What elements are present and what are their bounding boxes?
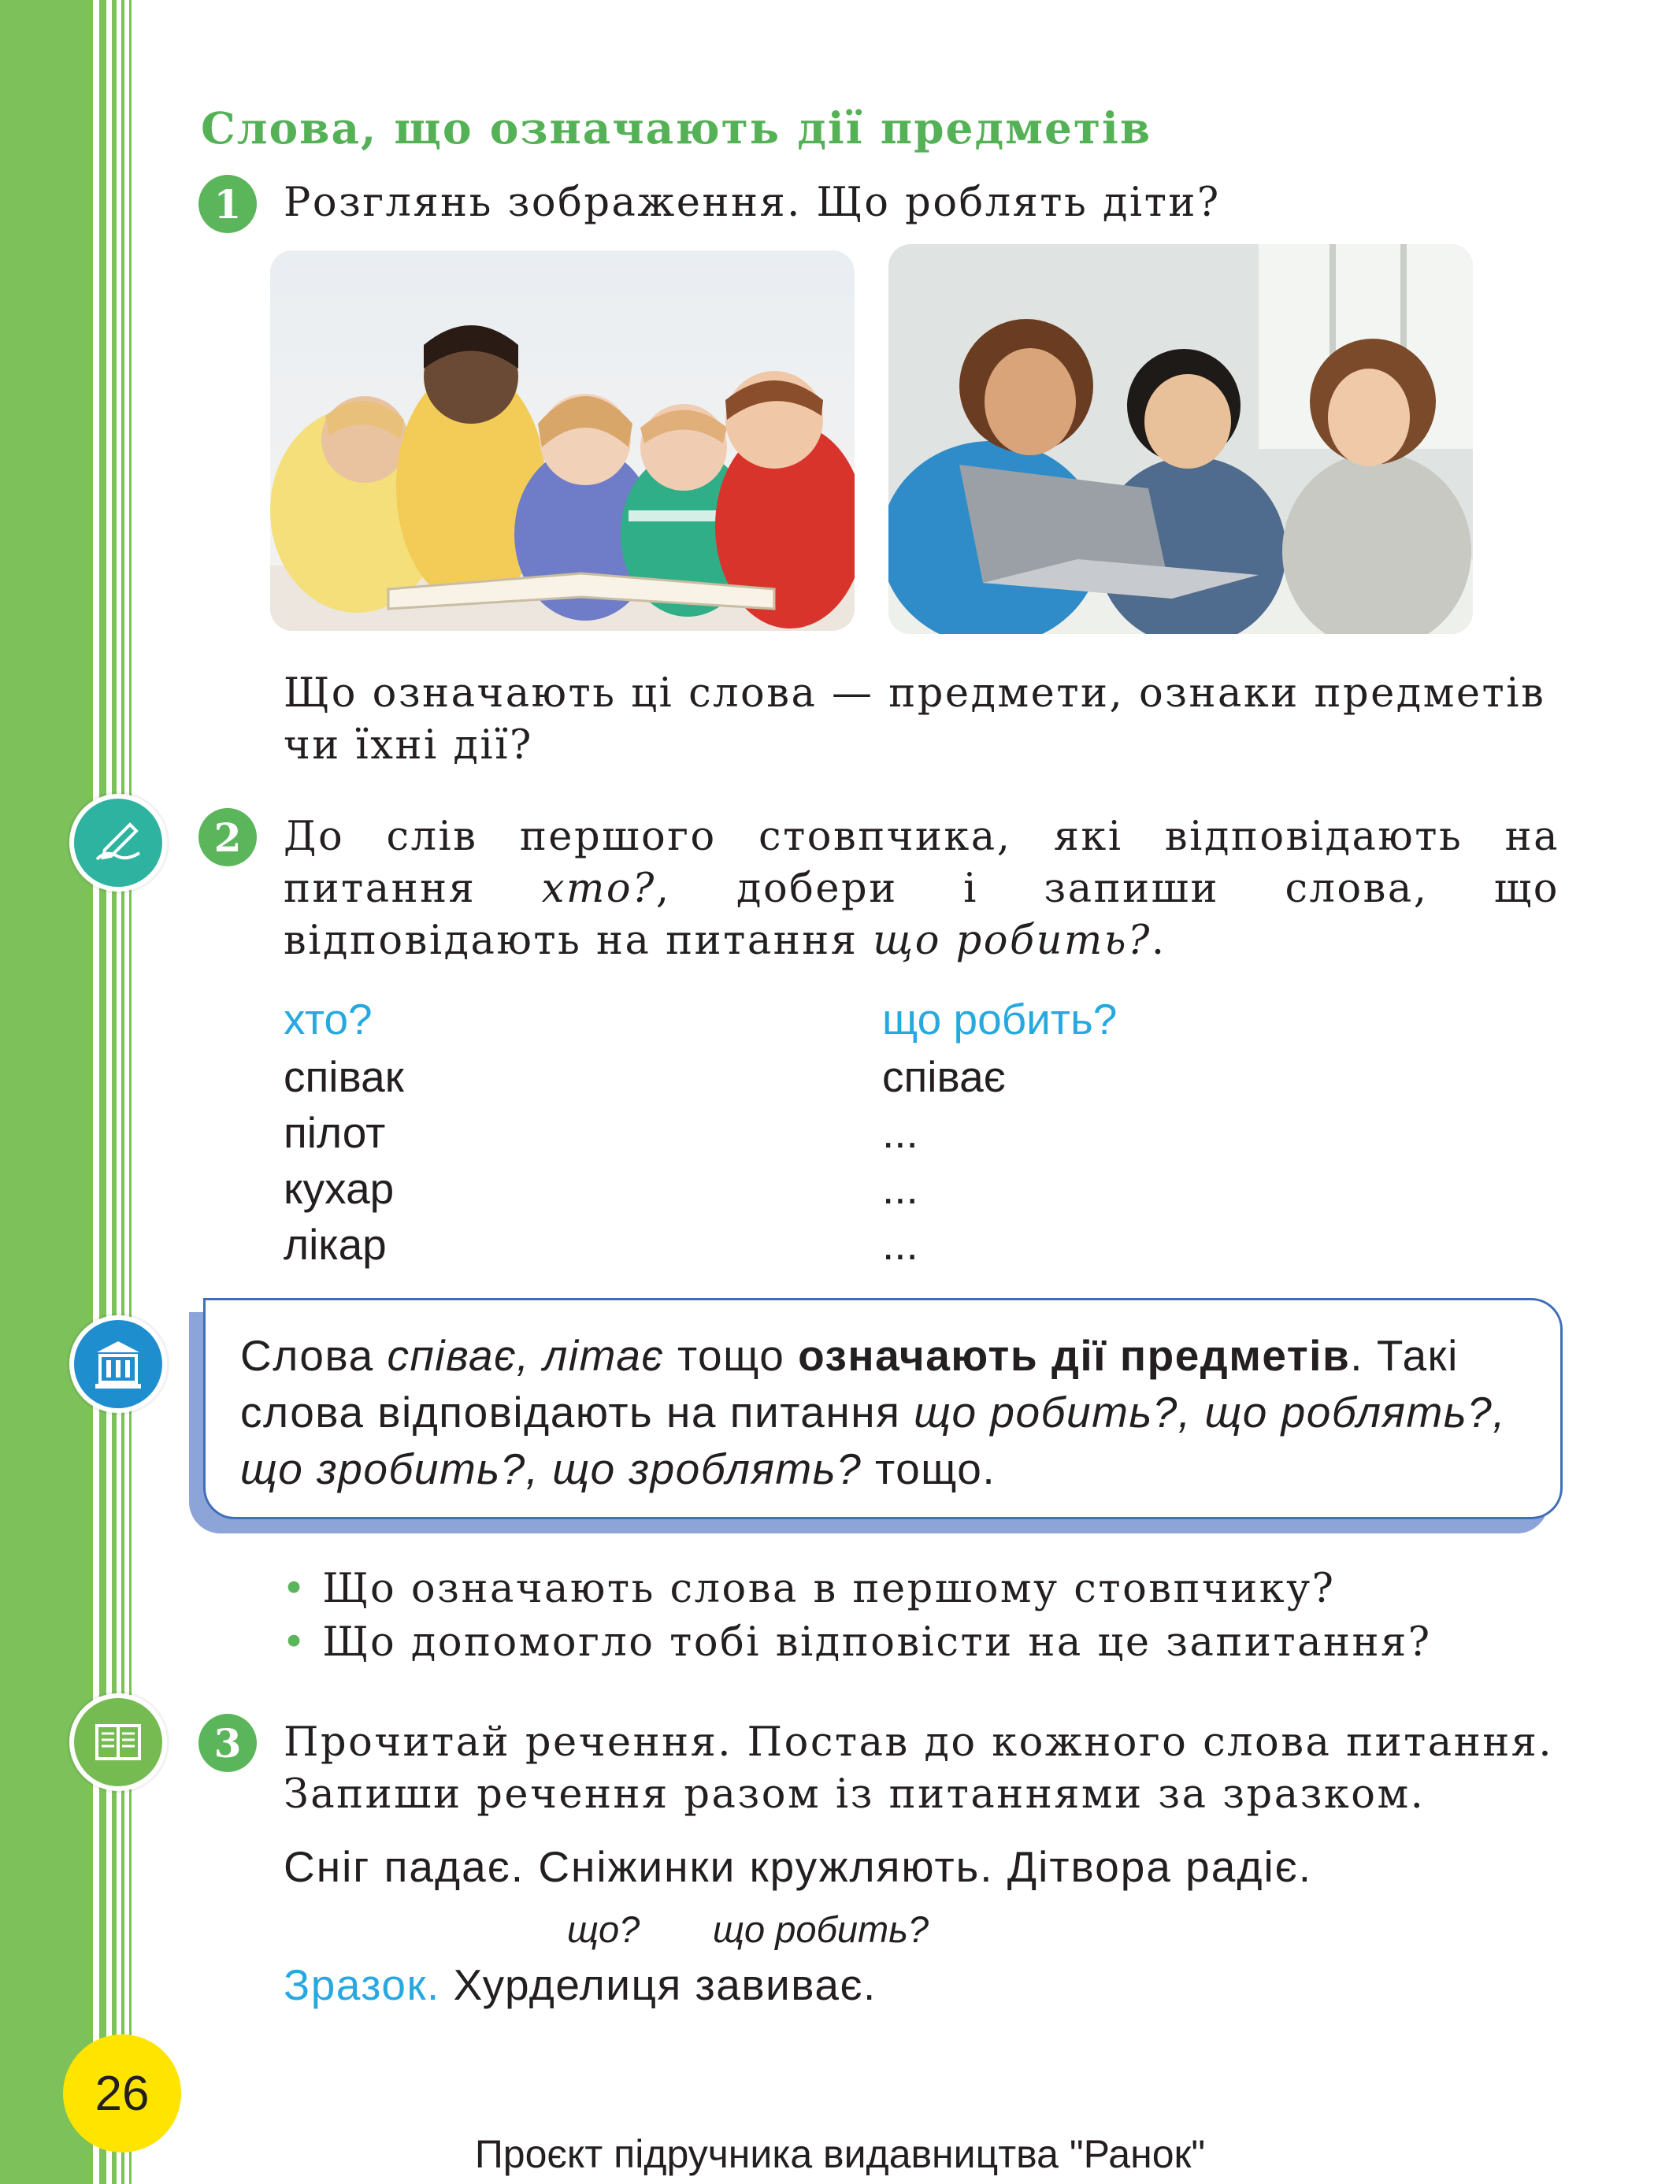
task3-line-2: Запиши речення разом із питаннями за зразком. (284, 1771, 1426, 1818)
sample-label: Зразок. (284, 1960, 440, 2009)
photo-children-reading (270, 250, 855, 631)
left-margin-band (0, 0, 93, 2184)
children-laptop-illustration (888, 244, 1473, 634)
bullet-dot-icon: • (282, 1619, 308, 1666)
rule-term: означають дії предметів (798, 1331, 1351, 1380)
task3-line-1: Прочитай речення. Постав до кожного слова питання. (284, 1719, 1554, 1766)
bullet-question-2 (282, 1619, 1432, 1666)
rule-part: Слова (240, 1331, 388, 1380)
task2-text-part: До слів першого стовпчика, які відповідають на питання (284, 814, 1559, 912)
noun-word: пілот (284, 1108, 386, 1157)
noun-word: кухар (284, 1164, 395, 1213)
verb-placeholder: ... (882, 1220, 918, 1269)
noun-word: лікар (284, 1220, 387, 1269)
margin-stripe (112, 0, 117, 2184)
sample-text: Хурделиця завиває. (453, 1960, 877, 2009)
task-number-3: 3 (198, 1714, 257, 1772)
margin-stripe (99, 0, 106, 2184)
write-icon (69, 794, 167, 892)
task1-question: Що означають ці слова — предмети, ознаки предметів чи їхні дії? (284, 670, 1546, 769)
rule-questions: що робить?, що роблять?, що зробить?, що зроблять? (240, 1388, 1507, 1493)
bullet-question-1 (282, 1566, 1335, 1612)
task1-prompt: Розглянь зображення. Що роблять діти? (284, 180, 1221, 226)
verb-placeholder: ... (882, 1108, 918, 1157)
page-number: 26 (63, 2034, 181, 2152)
task3-question-what: що? (567, 1908, 640, 1950)
page-heading: Слова, що означають дії предметів (201, 102, 1152, 154)
bullet-text: Що означають слова в першому стовпчику? (322, 1566, 1336, 1612)
task3-sample (284, 1960, 877, 2010)
task-number-2: 2 (198, 808, 257, 866)
children-reading-illustration (270, 250, 855, 631)
margin-stripe (121, 0, 124, 2184)
margin-stripe (129, 0, 132, 2184)
verb-word: співає (882, 1052, 1006, 1101)
verb-placeholder: ... (882, 1164, 918, 1213)
task3-question-what-does: що робить? (713, 1908, 929, 1950)
rule-text (240, 1327, 1516, 1497)
photo-children-laptop (888, 244, 1473, 634)
noun-word: співак (284, 1052, 404, 1101)
task2-text (284, 811, 1559, 967)
task2-text-part: . (1151, 918, 1166, 964)
rule-examples: співає, літає (387, 1331, 665, 1380)
task3-sentence: Сніг падає. Сніжинки кружляють. Дітвора радіє. (284, 1842, 1313, 1891)
task2-question-what-does: що робить? (873, 918, 1152, 964)
task2-text-part: , добери і запиши слова, що відповідають на питання (284, 866, 1559, 964)
bullet-dot-icon: • (282, 1566, 308, 1612)
footer-publisher-note: Проєкт підручника видавництва "Ранок" (474, 2132, 1206, 2176)
task2-question-who: хто? (541, 866, 656, 912)
task-number-1: 1 (198, 175, 257, 233)
rule-part: . Такі слова відповідають на питання (240, 1331, 1459, 1437)
column-header-what-does: що робить? (882, 995, 1118, 1044)
rule-icon (69, 1315, 167, 1413)
bullet-text: Що допомогло тобі відповісти на це запитання? (322, 1619, 1432, 1666)
read-book-icon (69, 1693, 167, 1791)
rule-part: тощо (664, 1331, 799, 1380)
column-header-who: хто? (284, 995, 373, 1044)
rule-part: тощо. (862, 1444, 996, 1493)
